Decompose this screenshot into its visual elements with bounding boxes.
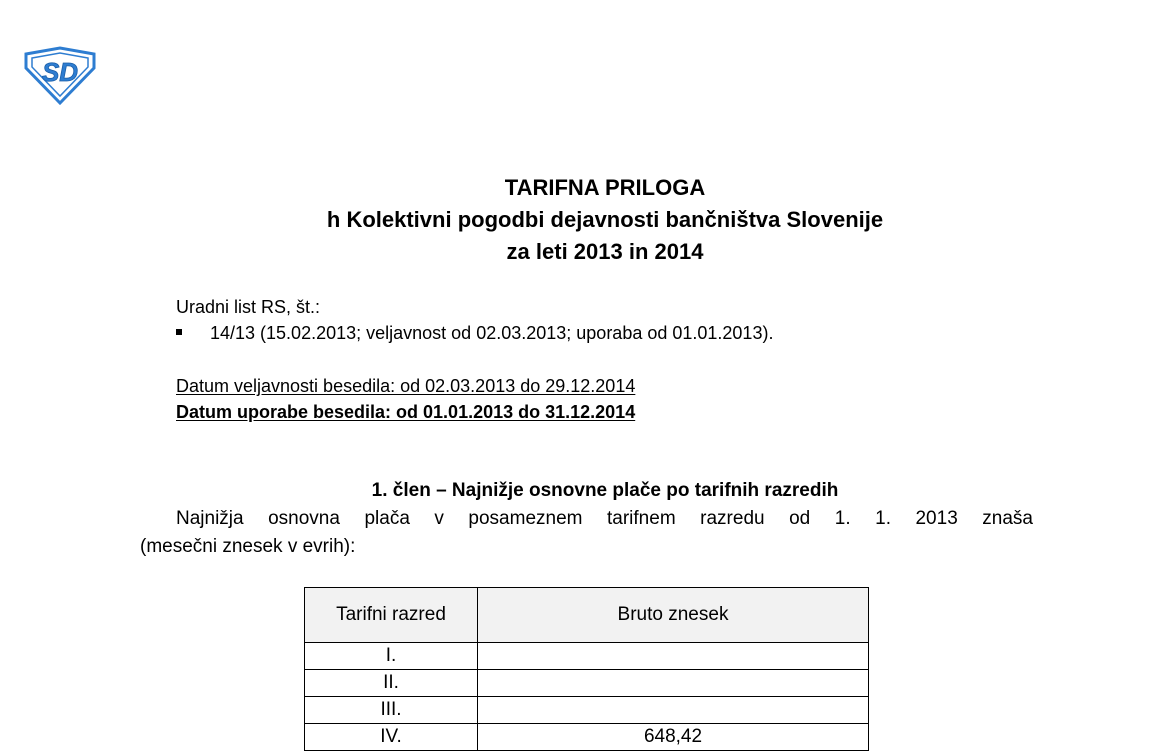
source-list-item [176, 320, 773, 346]
article-paragraph [140, 505, 1033, 561]
tariff-class-cell: IV. [305, 724, 478, 751]
amount-cell: 648,42 [478, 724, 869, 751]
table-row [305, 643, 869, 670]
table-row [305, 724, 869, 751]
bullet-icon [176, 329, 182, 335]
validity-date: Datum veljavnosti besedila: od 02.03.2013 do 29.12.2014 [176, 376, 636, 396]
header-gross-amount: Bruto znesek [478, 588, 869, 643]
tariff-class-cell: II. [305, 670, 478, 697]
header-tariff-class: Tarifni razred [305, 588, 478, 643]
amount-cell [478, 697, 869, 724]
salary-table [304, 587, 869, 751]
table-header-row [305, 588, 869, 643]
title-line-3: za leti 2013 in 2014 [506, 239, 704, 264]
svg-text:SD: SD [41, 57, 79, 87]
document-title [0, 172, 1157, 268]
tariff-class-cell: I. [305, 643, 478, 670]
paragraph-line-1: Najnižja osnovna plača v posameznem tarifnem razredu od 1. 1. 2013 znaša [176, 508, 1033, 529]
table-row [305, 670, 869, 697]
source-item-text: 14/13 (15.02.2013; veljavnost od 02.03.2013; uporaba od 01.01.2013). [210, 323, 774, 343]
article-title: 1. člen – Najnižje osnovne plače po tarifnih razredih [371, 480, 839, 501]
sd-shield-logo-icon [22, 46, 98, 106]
tariff-class-cell: III. [305, 697, 478, 724]
title-line-2: h Kolektivni pogodbi dejavnosti bančništva Slovenije [326, 207, 884, 232]
paragraph-line-2: (mesečni znesek v evrih): [140, 536, 356, 557]
table-row [305, 697, 869, 724]
usage-date: Datum uporabe besedila: od 01.01.2013 do 31.12.2014 [176, 402, 636, 422]
title-line-1: TARIFNA PRILOGA [504, 175, 706, 200]
source-label: Uradni list RS, št.: [176, 297, 321, 317]
dates-block [176, 373, 635, 425]
amount-cell [478, 670, 869, 697]
amount-cell [478, 643, 869, 670]
